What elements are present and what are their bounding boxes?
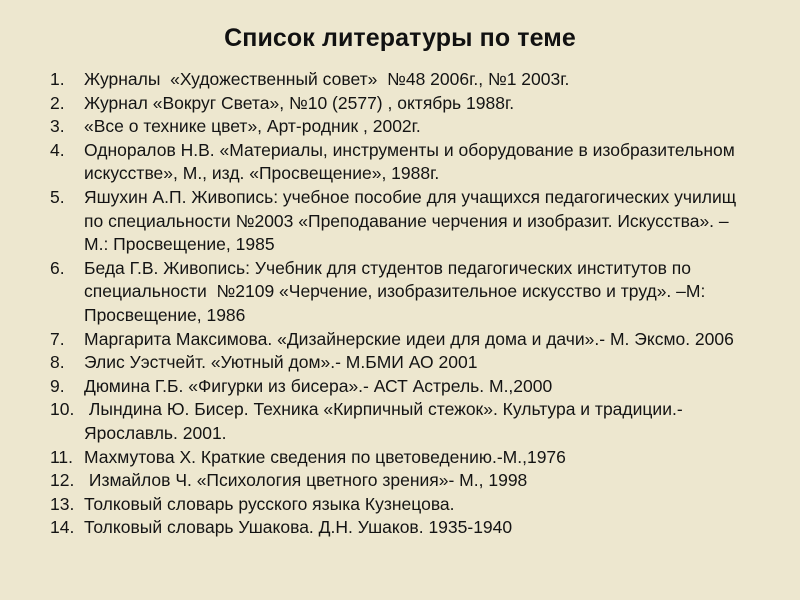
reference-item (50, 351, 755, 375)
reference-item (50, 398, 755, 445)
reference-item (50, 469, 755, 493)
reference-text: Лындина Ю. Бисер. Техника «Кирпичный стежок». Культура и традиции.- Ярославль. 2001. (84, 399, 688, 443)
reference-item (50, 186, 755, 257)
reference-number: 7. (50, 328, 65, 349)
reference-text: Махмутова Х. Краткие сведения по цветоведению.-М.,1976 (84, 446, 566, 467)
reference-text: Маргарита Максимова. «Дизайнерские идеи для дома и дачи».- М. Эксмо. 2006 (84, 328, 734, 349)
reference-number: 13. (50, 493, 75, 514)
reference-text: Элис Уэстчейт. «Уютный дом».- М.БМИ АО 2001 (84, 352, 478, 373)
reference-item (50, 328, 755, 352)
reference-number: 2. (50, 92, 65, 113)
reference-number: 10. (50, 399, 75, 420)
reference-item (50, 92, 755, 116)
reference-number: 1. (50, 69, 65, 89)
reference-number: 5. (50, 186, 65, 207)
reference-item (50, 257, 755, 328)
reference-item (50, 375, 755, 399)
reference-list (50, 68, 755, 540)
reference-number: 8. (50, 352, 65, 373)
reference-item (50, 115, 755, 139)
reference-number: 14. (50, 517, 75, 538)
reference-text: Толковый словарь Ушакова. Д.Н. Ушаков. 1935-1940 (84, 517, 513, 538)
reference-item (50, 493, 755, 517)
reference-item (50, 446, 755, 470)
reference-text: Журналы «Художественный совет» №48 2006г., №1 2003г. (84, 69, 570, 89)
page-title: Список литературы по теме (224, 24, 576, 52)
reference-item (50, 139, 755, 186)
reference-text: Толковый словарь русского языка Кузнецова. (84, 493, 455, 514)
reference-text: Дюмина Г.Б. «Фигурки из бисера».- АСТ Астрель. М.,2000 (84, 375, 553, 396)
reference-number: 12. (50, 470, 75, 491)
reference-text: Измайлов Ч. «Психология цветного зрения»- М., 1998 (84, 470, 528, 491)
reference-number: 4. (50, 139, 65, 160)
reference-text: «Все о технике цвет», Арт-родник , 2002г. (84, 116, 421, 137)
reference-number: 6. (50, 257, 65, 278)
reference-number: 9. (50, 375, 65, 396)
reference-number: 3. (50, 116, 65, 137)
reference-item (50, 516, 755, 540)
reference-text: Журнал «Вокруг Света», №10 (2577) , октябрь 1988г. (84, 92, 515, 113)
reference-item (50, 68, 755, 92)
reference-text: Беда Г.В. Живопись: Учебник для студентов педагогических институтов по специальности №2109 «Черчение, изобразительное искусство и труд». –М: Просвещение, 1986 (84, 257, 711, 325)
reference-text: Яшухин А.П. Живопись: учебное пособие для учащихся педагогических училищ по специальности №2003 «Преподавание черчения и изобразит. Искусства». – М.: Просвещение, 1985 (84, 186, 742, 255)
reference-text: Однoралов Н.В. «Материалы, инструменты и оборудование в изобразительном искусстве», М., изд. «Просвещение», 1988г. (84, 139, 740, 184)
reference-number: 11. (50, 446, 74, 467)
